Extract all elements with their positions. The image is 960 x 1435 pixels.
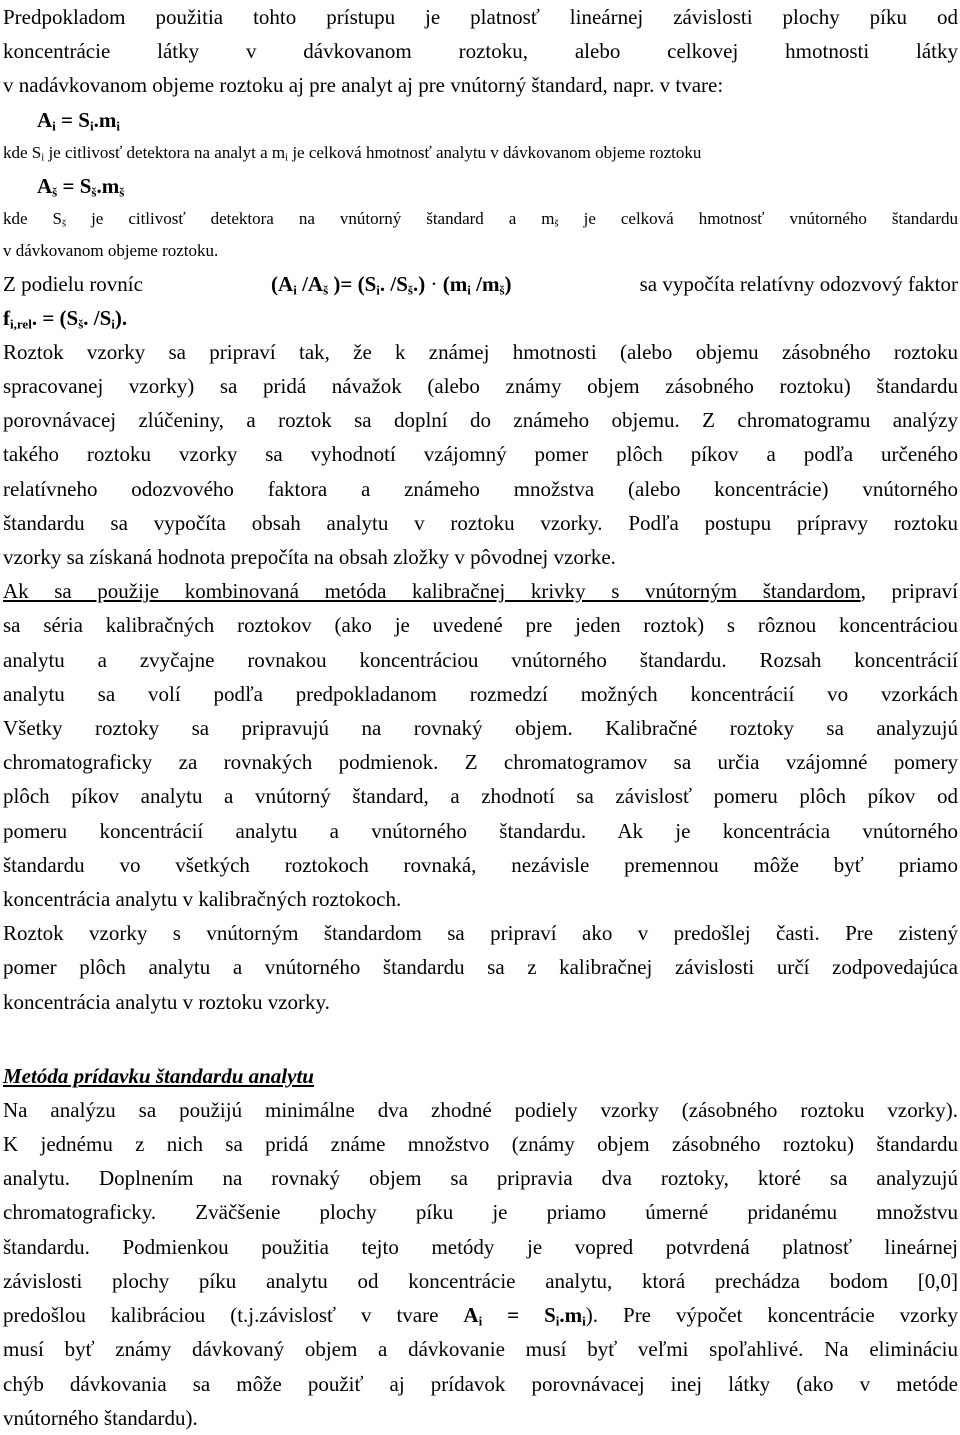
underlined-phrase: Ak sa použije kombinovaná metóda kalibračnej krivky s vnútorným štandardom <box>3 579 861 604</box>
intro-line-3: v nadávkovanom objeme roztoku aj pre analyt aj pre vnútorný štandard, napr. v tvare: <box>3 73 724 98</box>
intro-line-1: Predpokladom použitia tohto prístupu je platnosť lineárnej závislosti plochy píku od <box>3 5 958 29</box>
calibration-paragraph: Ak sa použije kombinovaná metóda kalibračnej krivky s vnútorným štandardom, pripraví sa séria kalibračných roztokov (ako je uvedené pre jeden roztok) s rôznou koncentráciou analytu a zvyčajne rovnakou koncentráciou vnútorného štandardu. Rozsah koncentrácií analytu sa volí podľa predpokladanom rozmedzí možných koncentrácií vo vzorkách Všetky roztoky sa pripravujú na rovnaký objem. Kalibračné roztoky sa analyzujú chromatograficky za rovnakých podmienok. Z chromatogramov sa určia vzájomné pomery plôch píkov analytu a vnútorný štandard, a zhodnotí sa závislosť pomeru plôch píkov od pomeru koncentrácií analytu a vnútorného štandardu. Ak je koncentrácia vnútorného štandardu vo všetkých roztokoch rovnaká, nezávisle premennou môže byť priamo koncentrácia analytu v kalibračných roztokoch. <box>3 579 958 912</box>
ratio-equation-line: Z podielu rovníc ($A_i$ $/A_š$ )= ($S_i$. $/S_š.) \cdot (m_i$ $/m_š$) sa vypočíta relatívny odozvový faktor <box>3 267 958 301</box>
relative-factor-formula: $f_{i,rel}$. = ($S_š$. $/S_i$). <box>3 305 128 331</box>
standard-addition-paragraph: Na analýzu sa použijú minimálne dva zhodné podiely vzorky (zásobného roztoku vzorky). K jednému z nich sa pridá známe množstvo (známy objem zásobného roztoku) štandardu analytu. Doplnením na rovnaký objem sa pripravia dva roztoky, ktoré sa analyzujú chromatograficky. Zväčšenie plochy píku je priamo úmerné pridanému množstvu štandardu. Podmienkou použitia tejto metódy je vopred potvrdená platnosť lineárnej závislosti plochy píku analytu od koncentrácie analytu, ktorá prechádza bodom [0,0] predošlou kalibráciou (t.j.závislosť v tvare $A_i = S_i.m_i$). Pre výpočet koncentrácie vzorky musí byť známy dávkovaný objem a dávkovanie musí byť veľmi spoľahlivé. Na elimináciu chýb dávkovania sa môže použiť aj prídavok porovnávacej inej látky (ako v metóde vnútorného štandardu). <box>3 1097 958 1430</box>
note-analyte: kde $S_i$ je citlivosť detektora na analyt a $m_i$ je celková hmotnosť analytu v dávkovanom objeme roztoku <box>3 142 702 164</box>
inline-formula: $A_i = S_i.m_i$ <box>463 1303 586 1329</box>
document-page <box>3 0 958 1435</box>
ratio-equation: ($A_i$ $/A_š$ )= ($S_i$. $/S_š.) \cdot (m_i$ $/m_š$) <box>271 271 512 297</box>
sample-preparation-paragraph: Roztok vzorky sa pripraví tak, že k známej hmotnosti (alebo objemu zásobného roztoku spracovanej vzorky) sa pridá návažok (alebo známy objem zásobného roztoku) štandardu porovnávacej zlúčeniny, a roztok sa doplní do známeho objemu. Z chromatogramu analýzy takého roztoku vzorky sa vyhodnotí vzájomný pomer plôch píkov a podľa určeného relatívneho odozvového faktora a známeho množstva (alebo koncentrácie) vnútorného štandardu sa vypočíta obsah analytu v roztoku vzorky. Podľa postupu prípravy roztoku vzorky sa získaná hodnota prepočíta na obsah zložky v pôvodnej vzorke. <box>3 339 958 570</box>
internal-standard-paragraph: Roztok vzorky s vnútorným štandardom sa pripraví ako v predošlej časti. Pre zistený pomer plôch analytu a vnútorného štandardu sa z kalibračnej závislosti určí zodpovedajúca koncentrácia analytu v roztoku vzorky. <box>3 921 958 1014</box>
formula-standard: $A_š = S_š.m_š$ <box>37 173 125 199</box>
intro-paragraph <box>3 0 958 103</box>
note-standard: kde $S_š$ je citlivosť detektora na vnútorný štandard a $m_š$ je celková hmotnosť vnútorného štandardu v dávkovanom objeme roztoku. <box>3 208 958 260</box>
section-heading: Metóda prídavku štandardu analytu <box>3 1063 314 1088</box>
intro-line-2: koncentrácie látky v dávkovanom roztoku, alebo celkovej hmotnosti látky <box>3 39 958 64</box>
section-spacer <box>3 1019 958 1059</box>
formula-analyte: $A_i = S_i.m_i$ <box>37 107 120 133</box>
